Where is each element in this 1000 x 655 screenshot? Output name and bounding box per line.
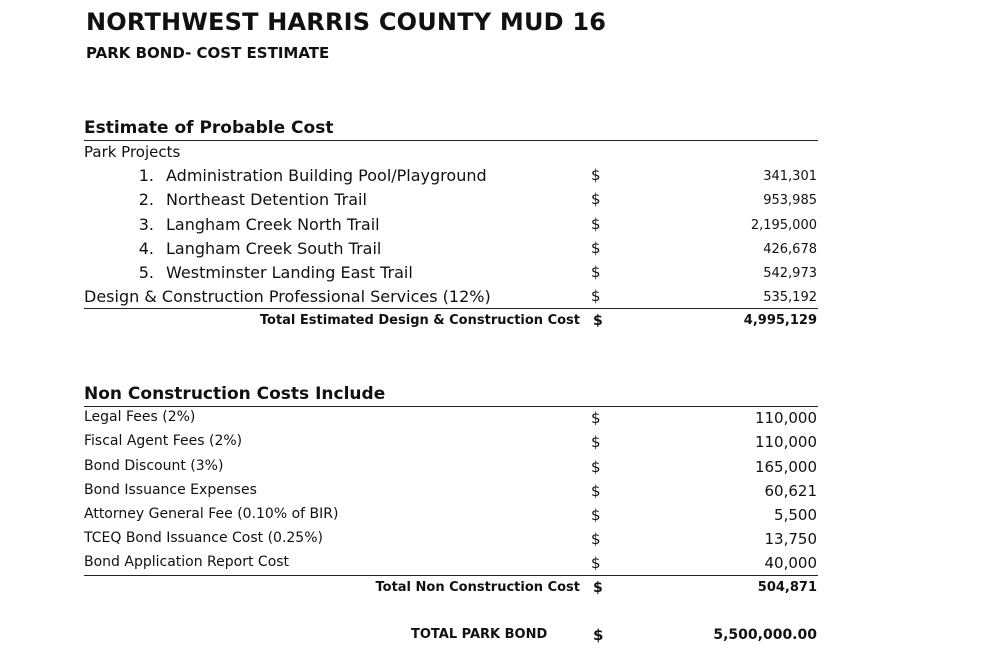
document-title: NORTHWEST HARRIS COUNTY MUD 16	[86, 8, 607, 36]
currency-symbol: $	[593, 626, 604, 644]
grand-total-label: TOTAL PARK BOND	[411, 627, 548, 642]
currency-symbol: $	[591, 433, 601, 451]
currency-symbol: $	[593, 313, 603, 329]
project-number: 4.	[138, 239, 154, 258]
services-label: Design & Construction Professional Services (12%)	[84, 287, 491, 306]
fee-row	[0, 433, 1000, 455]
project-amount: 341,301	[763, 169, 817, 184]
project-number: 1.	[138, 166, 154, 185]
document-subtitle: PARK BOND- COST ESTIMATE	[86, 44, 330, 62]
fee-label: Attorney General Fee (0.10% of BIR)	[84, 506, 339, 522]
fee-row	[0, 458, 1000, 480]
estimate-heading: Estimate of Probable Cost	[84, 118, 334, 138]
grand-total-row	[0, 627, 1000, 649]
project-amount: 953,985	[763, 193, 817, 208]
fee-row	[0, 506, 1000, 528]
currency-symbol: $	[591, 458, 601, 476]
construction-total-row	[0, 313, 1000, 335]
currency-symbol: $	[591, 263, 601, 281]
grand-total-amount: 5,500,000.00	[713, 627, 817, 643]
fee-amount: 60,621	[764, 482, 817, 500]
project-label: Westminster Landing East Trail	[166, 263, 413, 282]
fee-label: Bond Application Report Cost	[84, 554, 290, 570]
currency-symbol: $	[591, 530, 601, 548]
project-row	[0, 190, 1000, 212]
fee-amount: 110,000	[754, 433, 817, 451]
project-row	[0, 215, 1000, 237]
services-row	[0, 287, 1000, 309]
currency-symbol: $	[591, 506, 601, 524]
non-construction-total-row	[0, 580, 1000, 602]
fee-amount: 165,000	[754, 458, 817, 476]
currency-symbol: $	[591, 482, 601, 500]
project-label: Administration Building Pool/Playground	[166, 166, 487, 185]
project-amount: 2,195,000	[750, 218, 817, 233]
non-construction-heading: Non Construction Costs Include	[84, 384, 386, 404]
fee-amount: 40,000	[764, 554, 817, 572]
currency-symbol: $	[591, 409, 601, 427]
fee-amount: 110,000	[754, 409, 817, 427]
services-amount: 535,192	[763, 290, 817, 305]
currency-symbol: $	[591, 554, 601, 572]
subtotal-rule	[84, 308, 818, 309]
project-amount: 542,973	[763, 266, 817, 281]
non-construction-heading-rule	[84, 406, 818, 407]
construction-total-amount: 4,995,129	[743, 313, 817, 328]
fee-label: Legal Fees (2%)	[84, 409, 196, 425]
project-number: 5.	[138, 263, 154, 282]
project-label: Langham Creek South Trail	[166, 239, 382, 258]
project-label: Northeast Detention Trail	[166, 190, 367, 209]
park-projects-label: Park Projects	[84, 143, 181, 161]
project-row	[0, 239, 1000, 261]
fee-row	[0, 530, 1000, 552]
fee-row	[0, 482, 1000, 504]
non-construction-total-label: Total Non Construction Cost	[375, 580, 580, 595]
fee-label: TCEQ Bond Issuance Cost (0.25%)	[84, 530, 323, 546]
project-row	[0, 166, 1000, 188]
non-construction-total-amount: 504,871	[757, 580, 817, 595]
currency-symbol: $	[591, 239, 601, 257]
estimate-heading-rule	[84, 140, 818, 141]
fee-amount: 13,750	[764, 530, 817, 548]
non-construction-subtotal-rule	[84, 575, 818, 576]
construction-total-label: Total Estimated Design & Construction Cost	[259, 313, 580, 328]
fee-row	[0, 554, 1000, 576]
fee-label: Bond Discount (3%)	[84, 458, 224, 474]
project-label: Langham Creek North Trail	[166, 215, 380, 234]
currency-symbol: $	[591, 287, 601, 305]
currency-symbol: $	[591, 166, 601, 184]
currency-symbol: $	[591, 215, 601, 233]
project-number: 2.	[138, 190, 154, 209]
project-amount: 426,678	[763, 242, 817, 257]
fee-amount: 5,500	[774, 506, 817, 524]
currency-symbol: $	[591, 190, 601, 208]
fee-label: Fiscal Agent Fees (2%)	[84, 433, 243, 449]
fee-row	[0, 409, 1000, 431]
fee-label: Bond Issuance Expenses	[84, 482, 257, 498]
project-number: 3.	[138, 215, 154, 234]
currency-symbol: $	[593, 580, 603, 596]
project-row	[0, 263, 1000, 285]
